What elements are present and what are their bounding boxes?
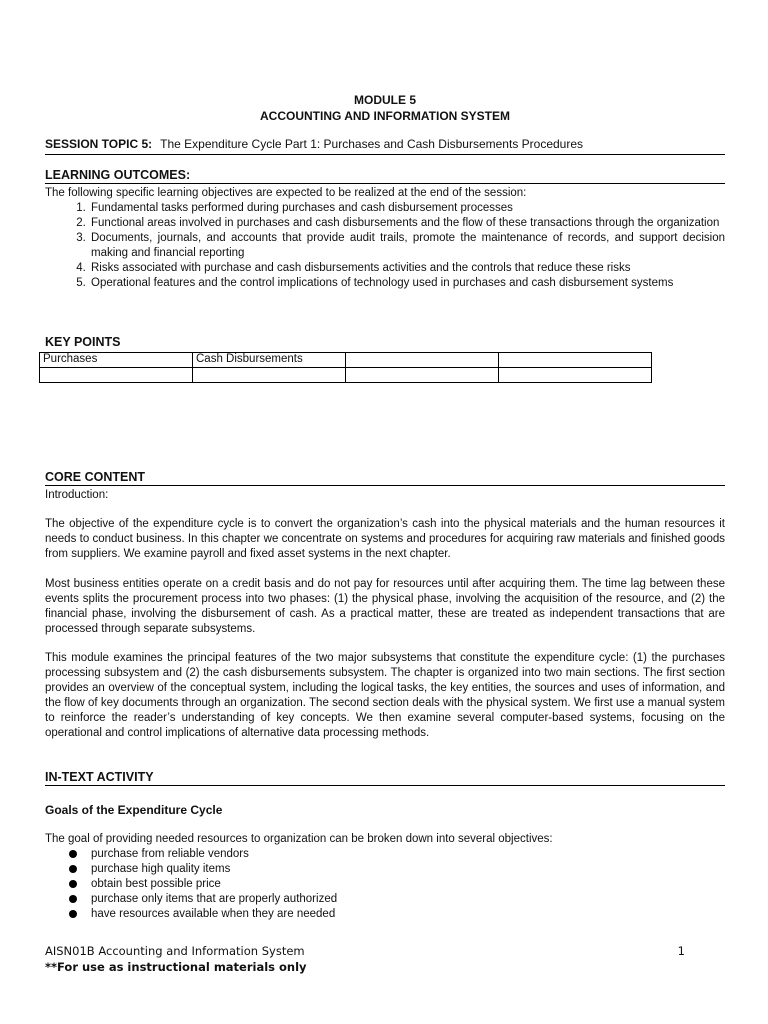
footer-course: AISN01B Accounting and Information System bbox=[45, 944, 305, 958]
key-points-heading: KEY POINTS bbox=[45, 335, 121, 349]
goal-item: purchase only items that are properly authorized bbox=[89, 892, 725, 907]
goals-intro: The goal of providing needed resources to organization can be broken down into several objectives: bbox=[45, 833, 553, 845]
objective-item: 1. Fundamental tasks performed during purchases and cash disbursement processes bbox=[89, 201, 725, 216]
learning-intro: The following specific learning objectives are expected to be realized at the end of the session: bbox=[45, 187, 527, 199]
objective-item: 4. Risks associated with purchase and cash disbursements activities and the controls that reduce these risks bbox=[89, 261, 725, 276]
table-row bbox=[40, 353, 652, 368]
core-paragraph-1: The objective of the expenditure cycle is to convert the organization’s cash into the physical materials and the human resources it needs to conduct business. In this chapter we concentrate on systems and procedures for acquiring raw materials and finished goods from suppliers. We examine payroll and fixed asset systems in the next chapter. bbox=[45, 518, 725, 560]
session-topic bbox=[45, 137, 725, 155]
objective-item: 2. Functional areas involved in purchases and cash disbursements and the flow of these transactions through the organization bbox=[89, 216, 725, 231]
goal-item: purchase from reliable vendors bbox=[89, 847, 725, 862]
footer-note: **For use as instructional materials only bbox=[45, 960, 307, 974]
goal-item: have resources available when they are needed bbox=[89, 907, 725, 922]
table-cell bbox=[346, 368, 499, 383]
session-topic-text: The Expenditure Cycle Part 1: Purchases and Cash Disbursements Procedures bbox=[160, 137, 584, 151]
core-content-heading: CORE CONTENT bbox=[45, 470, 725, 486]
learning-outcomes bbox=[45, 186, 725, 291]
table-cell bbox=[499, 368, 652, 383]
learning-outcomes-heading: LEARNING OUTCOMES: bbox=[45, 168, 725, 184]
core-paragraph-2: Most business entities operate on a credit basis and do not pay for resources until after acquiring them. The time lag between these events splits the procurement process into two phases: (1) the physical phase, involving the acquisition of the resource, and (2) the financial phase, involving the disbursement of cash. As a practical matter, these are treated as independent transactions that are processed through separate subsystems. bbox=[45, 578, 725, 635]
table-cell: Purchases bbox=[40, 353, 193, 368]
objective-item: 5. Operational features and the control implications of technology used in purchases and cash disbursement systems bbox=[89, 276, 725, 291]
goals-section bbox=[45, 847, 725, 922]
table-cell bbox=[346, 353, 499, 368]
table-cell bbox=[499, 353, 652, 368]
table-row bbox=[40, 368, 652, 383]
objectives-list bbox=[45, 201, 725, 291]
footer bbox=[45, 944, 725, 974]
module-subject: ACCOUNTING AND INFORMATION SYSTEM bbox=[260, 109, 510, 123]
core-paragraph-3: This module examines the principal features of the two major subsystems that constitute the expenditure cycle: (1) the purchases processing subsystem and (2) the cash disbursements subsystem. The chapter is organized into two main sections. The first section provides an overview of the conceptual system, including the logical tasks, the key entities, the sources and uses of information, and the flow of key documents through an organization. The second section deals with the physical system. We first use a manual system to reinforce the reader’s understanding of key concepts. We then examine several computer-based systems, focusing on the operational and control implications of alternative data processing methods. bbox=[45, 652, 725, 739]
page-number: 1 bbox=[677, 944, 685, 958]
table-cell bbox=[193, 368, 346, 383]
goal-item: purchase high quality items bbox=[89, 862, 725, 877]
goals-subheading: Goals of the Expenditure Cycle bbox=[45, 803, 223, 817]
goal-item: obtain best possible price bbox=[89, 877, 725, 892]
goals-list bbox=[45, 847, 725, 922]
session-label: SESSION TOPIC 5: bbox=[45, 137, 153, 151]
module-title: MODULE 5 bbox=[353, 93, 416, 107]
objective-item: 3. Documents, journals, and accounts that provide audit trails, promote the maintenance of records, and support decision making and financial reporting bbox=[89, 231, 725, 261]
table-cell bbox=[40, 368, 193, 383]
in-text-activity-heading: IN-TEXT ACTIVITY bbox=[45, 770, 725, 786]
table-cell: Cash Disbursements bbox=[193, 353, 346, 368]
key-points-table bbox=[39, 352, 652, 383]
core-intro-label: Introduction: bbox=[45, 489, 109, 501]
